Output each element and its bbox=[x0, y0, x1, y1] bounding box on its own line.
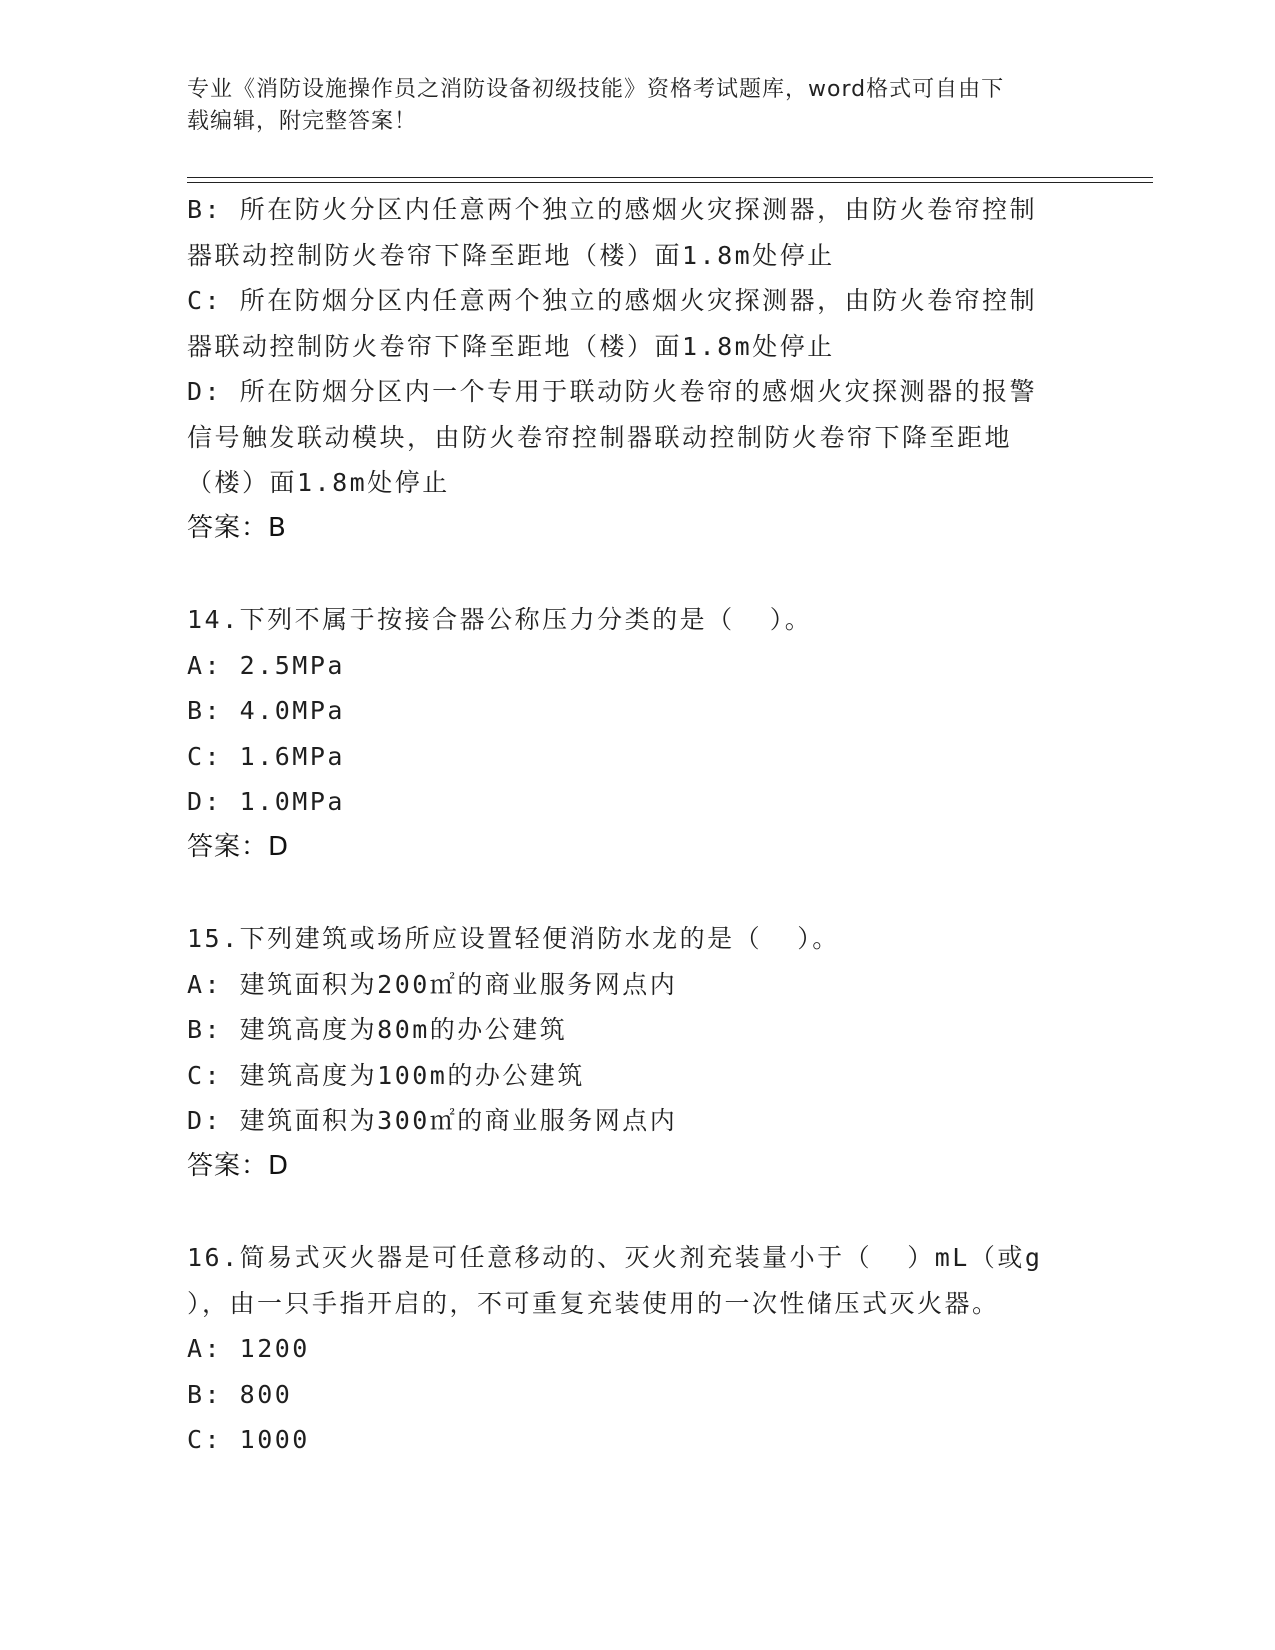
option-d-line-3: （楼）面1.8m处停止 bbox=[187, 468, 450, 497]
spacer bbox=[187, 1189, 1087, 1235]
question-15 bbox=[187, 916, 1087, 1189]
answer-15: 答案：D bbox=[187, 1150, 290, 1181]
document-header bbox=[187, 74, 1067, 138]
question-15-option-b: B: 建筑高度为80m的办公建筑 bbox=[187, 1015, 568, 1044]
header-line-2: 载编辑，附完整答案！ bbox=[187, 109, 418, 134]
question-14-option-b: B: 4.0MPa bbox=[187, 696, 345, 725]
question-15-option-c: C: 建筑高度为100m的办公建筑 bbox=[187, 1060, 585, 1090]
question-16-option-a: A: 1200 bbox=[187, 1334, 310, 1363]
question-list bbox=[187, 187, 1087, 1463]
header-rule-bottom bbox=[187, 182, 1153, 183]
question-15-option-d: D: 建筑面积为300㎡的商业服务网点内 bbox=[187, 1106, 678, 1135]
option-b-line-2: 器联动控制防火卷帘下降至距地（楼）面1.8m处停止 bbox=[187, 240, 835, 270]
header-line-1: 专业《消防设施操作员之消防设备初级技能》资格考试题库，word格式可自由下 bbox=[187, 77, 1005, 102]
question-14-text: 14.下列不属于按接合器公称压力分类的是（ ）。 bbox=[187, 605, 813, 634]
answer-13: 答案：B bbox=[187, 512, 287, 543]
option-c-line-2: 器联动控制防火卷帘下降至距地（楼）面1.8m处停止 bbox=[187, 331, 835, 361]
question-13-tail bbox=[187, 187, 1087, 551]
option-c-line-1: C: 所在防烟分区内任意两个独立的感烟火灾探测器，由防火卷帘控制 bbox=[187, 286, 1038, 315]
question-16-text-line-1: 16.简易式灭火器是可任意移动的、灭火剂充装量小于（ ）mL（或g bbox=[187, 1243, 1043, 1272]
spacer bbox=[187, 551, 1087, 597]
question-16 bbox=[187, 1235, 1087, 1463]
question-16-option-c: C: 1000 bbox=[187, 1425, 310, 1454]
question-16-option-b: B: 800 bbox=[187, 1379, 293, 1409]
answer-14: 答案：D bbox=[187, 831, 290, 862]
question-14-option-c: C: 1.6MPa bbox=[187, 741, 345, 771]
header-rule-top bbox=[187, 177, 1153, 178]
option-d-line-2: 信号触发联动模块，由防火卷帘控制器联动控制防火卷帘下降至距地 bbox=[187, 422, 1013, 452]
question-16-text-line-2: ），由一只手指开启的，不可重复充装使用的一次性储压式灭火器。 bbox=[187, 1288, 1000, 1318]
option-b-line-1: B: 所在防火分区内任意两个独立的感烟火灾探测器，由防火卷帘控制 bbox=[187, 195, 1038, 224]
option-d-line-1: D: 所在防烟分区内一个专用于联动防火卷帘的感烟火灾探测器的报警 bbox=[187, 377, 1038, 406]
question-14-option-d: D: 1.0MPa bbox=[187, 787, 345, 816]
question-14-option-a: A: 2.5MPa bbox=[187, 650, 345, 680]
question-14 bbox=[187, 597, 1087, 870]
question-15-text: 15.下列建筑或场所应设置轻便消防水龙的是（ ）。 bbox=[187, 924, 840, 953]
spacer bbox=[187, 870, 1087, 916]
question-15-option-a: A: 建筑面积为200㎡的商业服务网点内 bbox=[187, 969, 678, 999]
